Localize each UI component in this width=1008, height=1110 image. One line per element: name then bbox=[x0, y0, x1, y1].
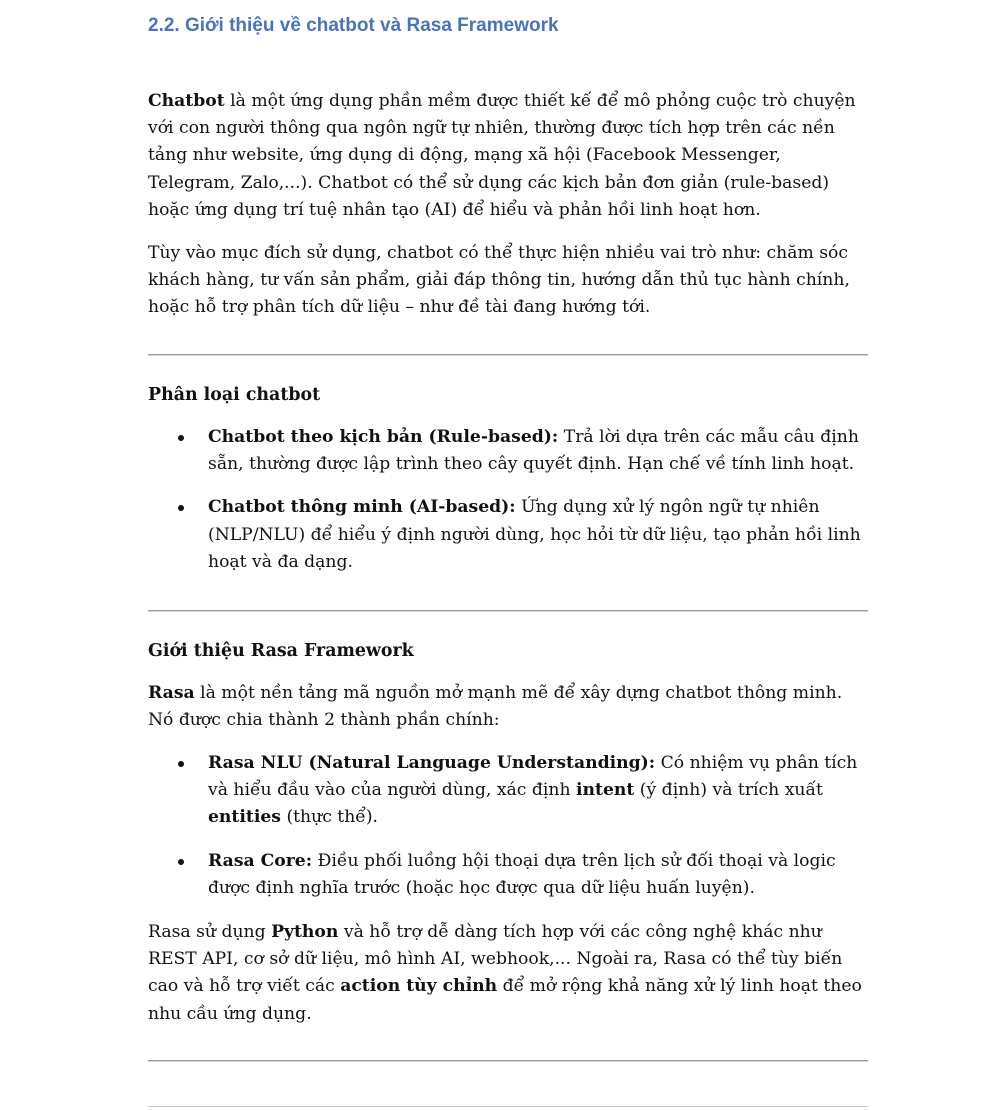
bullet-icon bbox=[178, 505, 184, 511]
chatbot-term: Chatbot bbox=[148, 91, 225, 111]
chatbot-definition-paragraph bbox=[148, 88, 870, 224]
rasa-term: Rasa bbox=[148, 683, 195, 703]
chatbot-definition-text: là một ứng dụng phần mềm được thiết kế để mô phỏng cuộc trò chuyện với con người thông qua ngôn ngữ tự nhiên, thường được tích hợp trên các nền tảng như website, ứng dụng di động, mạng xã hội (Facebook Messenger, Telegram, Zalo,...). Chatbot có thể sử dụng các kịch bản đơn giản (rule-based) hoặc ứng dụng trí tuệ nhân tạo (AI) để hiểu và phản hồi linh hoạt hơn. bbox=[148, 91, 856, 220]
horizontal-divider bbox=[148, 354, 868, 356]
outro-text: Rasa sử dụng bbox=[148, 922, 272, 942]
horizontal-divider bbox=[148, 610, 868, 612]
outro-text: để mở rộng khả năng xử lý linh hoạt theo nhu cầu ứng dụng. bbox=[148, 976, 862, 1024]
rasa-components-list bbox=[148, 750, 870, 902]
list-item bbox=[148, 494, 870, 576]
list-item bbox=[148, 848, 870, 902]
intent-term: intent bbox=[576, 780, 635, 801]
bullet-icon bbox=[178, 859, 184, 865]
list-item-text: Có nhiệm vụ phân tích và hiểu đầu vào của người dùng, xác định bbox=[208, 753, 858, 801]
horizontal-divider bbox=[148, 1060, 868, 1062]
list-item-term: Chatbot theo kịch bản (Rule-based): bbox=[208, 427, 559, 447]
rasa-title: Giới thiệu Rasa Framework bbox=[148, 641, 414, 661]
page-bottom-edge bbox=[148, 1106, 868, 1107]
rasa-intro-text: là một nền tảng mã nguồn mở mạnh mẽ để xây dựng chatbot thông minh. Nó được chia thành 2 thành phần chính: bbox=[148, 683, 843, 731]
list-item-text: Điều phối luồng hội thoại dựa trên lịch sử đối thoại và logic được định nghĩa trước (hoặc học được qua dữ liệu huấn luyện). bbox=[208, 850, 836, 898]
list-item-text: (thực thể). bbox=[280, 807, 379, 828]
list-item-text: Trả lời dựa trên các mẫu câu định sẵn, thường được lập trình theo cây quyết định. Hạn chế về tính linh hoạt. bbox=[208, 427, 859, 475]
bullet-icon bbox=[178, 435, 184, 441]
outro-text: và hỗ trợ dễ dàng tích hợp với các công nghệ khác như REST API, cơ sở dữ liệu, mô hình AI, webhook,... Ngoài ra, Rasa có thể tùy biến cao và hỗ trợ viết các bbox=[148, 922, 843, 997]
list-item-term: Rasa NLU (Natural Language Understanding): bbox=[208, 753, 656, 773]
action-term: action tùy chỉnh bbox=[340, 976, 498, 997]
list-item-term: Chatbot thông minh (AI-based): bbox=[208, 497, 516, 518]
entities-term: entities bbox=[208, 807, 281, 828]
chatbot-roles-paragraph: Tùy vào mục đích sử dụng, chatbot có thể thực hiện nhiều vai trò như: chăm sóc khách hàng, tư vấn sản phẩm, giải đáp thông tin, hướng dẫn thủ tục hành chính, hoặc hỗ trợ phân tích dữ liệu – như đề tài đang hướng tới. bbox=[148, 243, 850, 318]
list-item-term: Rasa Core: bbox=[208, 850, 313, 871]
classification-list bbox=[148, 424, 870, 576]
list-item bbox=[148, 424, 870, 478]
list-item-text: (ý định) và trích xuất bbox=[634, 780, 823, 801]
list-item bbox=[148, 750, 870, 832]
bullet-icon bbox=[178, 761, 184, 767]
rasa-outro-paragraph bbox=[148, 919, 870, 1028]
rasa-intro-paragraph bbox=[148, 680, 870, 734]
list-item-text: Ứng dụng xử lý ngôn ngữ tự nhiên (NLP/NLU) để hiểu ý định người dùng, học hỏi từ dữ liệu, tạo phản hồi linh hoạt và đa dạng. bbox=[208, 497, 861, 572]
python-term: Python bbox=[271, 922, 339, 942]
classification-title: Phân loại chatbot bbox=[148, 385, 321, 405]
section-heading: 2.2. Giới thiệu về chatbot và Rasa Framework bbox=[148, 15, 559, 36]
